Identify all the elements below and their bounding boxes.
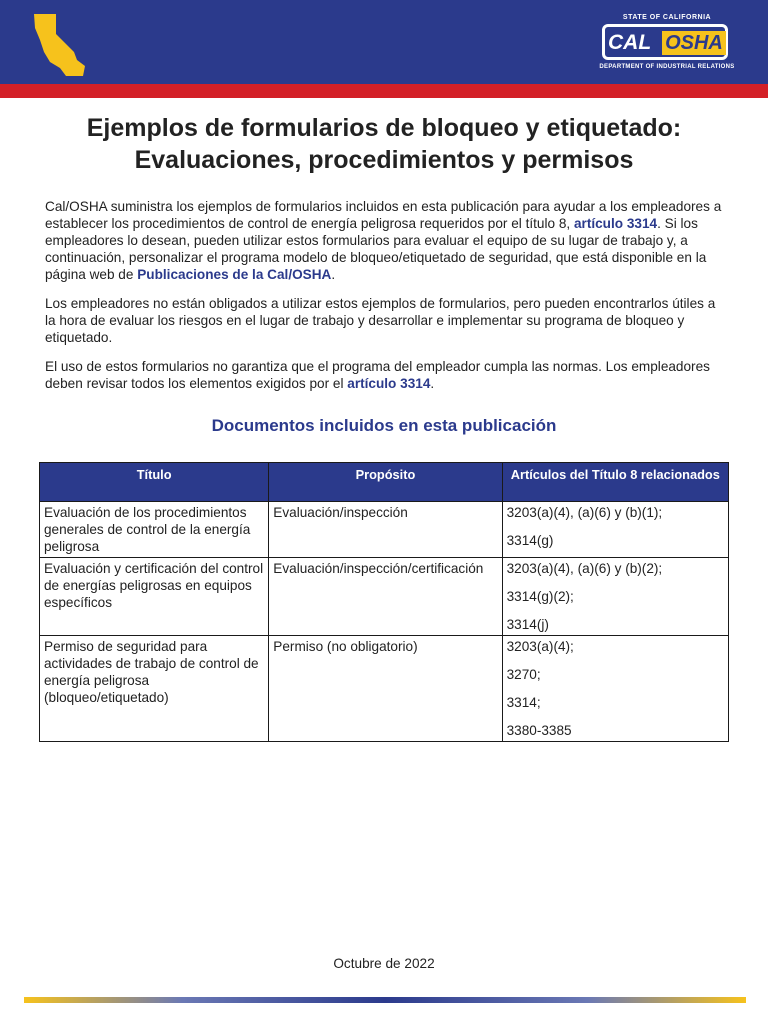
row-title: Evaluación de los procedimientos generales de control de la energía peligrosa [40, 502, 269, 558]
documents-table [39, 462, 729, 742]
article-ref: 3270; [506, 667, 541, 682]
logo-department-text: DEPARTMENT OF INDUSTRIAL RELATIONS [599, 64, 735, 70]
intro-text-c: . [331, 267, 336, 282]
title-line-1: Ejemplos de formularios de bloqueo y etiquetado: [86, 114, 682, 142]
article-ref: 3203(a)(4), (a)(6) y (b)(1); [506, 505, 663, 520]
article-ref: 3314(j) [506, 617, 549, 632]
compliance-paragraph [45, 358, 725, 392]
intro-paragraph [45, 198, 725, 283]
logo-osha-text: OSHA [662, 31, 726, 55]
publications-link[interactable]: Publicaciones de la Cal/OSHA [137, 267, 332, 282]
row-purpose: Permiso (no obligatorio) [269, 636, 502, 742]
row-articles [502, 558, 728, 636]
article-ref: 3203(a)(4), (a)(6) y (b)(2); [506, 561, 663, 576]
table-row [40, 558, 729, 636]
red-stripe [0, 84, 768, 98]
article-ref: 3314(g) [506, 533, 554, 548]
compliance-text-b: . [430, 376, 435, 391]
table-header-row [40, 463, 729, 502]
logo-cal-text: CAL [608, 31, 652, 54]
header-band [0, 0, 768, 84]
intro-text-a: Cal/OSHA suministra los ejemplos de formularios incluidos en esta publicación para ayudar a los empleadores a establecer los procedimientos de control de energía peligrosa requeridos por el título 8, [45, 199, 722, 231]
intro-text-b: . Si los empleadores lo desean, pueden utilizar estos formularios para evaluar el equipo de su lugar de trabajo y, a continuación, personalizar el programa modelo de bloqueo/etiquetado de seguridad, que está disponible en la página web de [45, 216, 707, 282]
row-title: Evaluación y certificación del control de energías peligrosas en equipos específicos [40, 558, 269, 636]
row-purpose: Evaluación/inspección [269, 502, 502, 558]
header-title: Título [40, 463, 269, 502]
article-ref: 3380-3385 [506, 723, 572, 738]
row-title: Permiso de seguridad para actividades de trabajo de control de energía peligrosa (bloqueo/etiquetado) [40, 636, 269, 742]
table-row [40, 636, 729, 742]
article-ref: 3314(g)(2); [506, 589, 574, 604]
cal-osha-logo [596, 14, 738, 76]
article-ref: 3314; [506, 695, 541, 710]
logo-state-text: STATE OF CALIFORNIA [622, 14, 712, 21]
publication-date: Octubre de 2022 [333, 956, 435, 971]
title-line-2: Evaluaciones, procedimientos y permisos [134, 146, 634, 174]
table-row [40, 502, 729, 558]
article-3314-link[interactable]: artículo 3314 [573, 216, 658, 231]
california-state-icon [30, 10, 90, 78]
row-purpose: Evaluación/inspección/certificación [269, 558, 502, 636]
article-3314-link-2[interactable]: artículo 3314 [347, 376, 431, 391]
article-ref: 3203(a)(4); [506, 639, 574, 654]
header-purpose: Propósito [269, 463, 502, 502]
optional-use-paragraph: Los empleadores no están obligados a utilizar estos ejemplos de formularios, pero pueden encontrarlos útiles a la hora de evaluar los riesgos en el lugar de trabajo y desarrollar e implementar su programa de bloqueo y etiquetado. [45, 296, 716, 345]
row-articles [502, 636, 728, 742]
row-articles [502, 502, 728, 558]
footer-gradient-bar [24, 997, 746, 1003]
compliance-text-a: El uso de estos formularios no garantiza que el programa del empleador cumpla las normas. Los empleadores deben revisar todos los elementos exigidos por el [45, 359, 710, 391]
header-articles: Artículos del Título 8 relacionados [502, 463, 728, 502]
page-title [40, 112, 728, 176]
section-subtitle: Documentos incluidos en esta publicación [211, 416, 557, 435]
